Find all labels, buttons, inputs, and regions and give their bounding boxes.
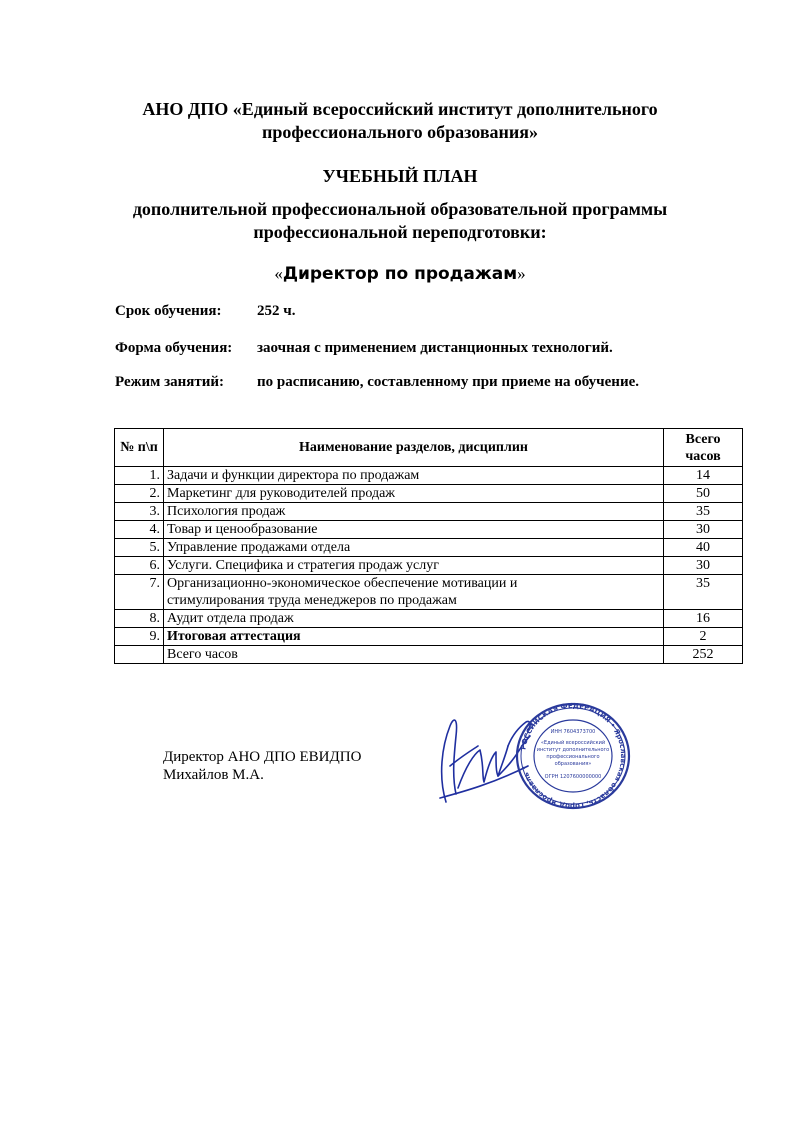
header-hours-line-1: Всего: [685, 431, 721, 447]
table-row: [115, 485, 743, 503]
table-row: [115, 503, 743, 521]
program-name-text: Директор по продажам: [282, 264, 518, 284]
row-hours: 35: [664, 503, 743, 521]
close-quote: »: [517, 264, 526, 283]
document-subtitle: [0, 198, 800, 244]
row-number: 7.: [115, 575, 164, 610]
row-hours: 2: [664, 628, 743, 646]
stamp-line-1: «Единый всероссийский: [540, 740, 606, 746]
org-line-1: АНО ДПО «Единый всероссийский институт дополнительного: [142, 99, 658, 119]
row-number: 5.: [115, 539, 164, 557]
total-number-empty: [115, 646, 164, 664]
row-discipline: Психология продаж: [164, 503, 664, 521]
table-row: [115, 539, 743, 557]
duration-label: Срок обучения:: [115, 303, 222, 319]
row-discipline: Аудит отдела продаж: [164, 610, 664, 628]
open-quote: «: [274, 264, 283, 283]
row-discipline: Управление продажами отдела: [164, 539, 664, 557]
table-row: [115, 575, 743, 610]
row-number: 1.: [115, 467, 164, 485]
org-line-2: профессионального образования»: [261, 122, 539, 142]
row-hours: 50: [664, 485, 743, 503]
stamp-inn: ИНН 7604373700: [550, 729, 596, 735]
row-discipline: Товар и ценообразование: [164, 521, 664, 539]
duration-value: 252 ч.: [257, 303, 296, 319]
form-value: заочная с применением дистанционных технологий.: [257, 340, 613, 356]
row-discipline-line-1: Организационно-экономическое обеспечение мотивации и: [167, 576, 518, 591]
table-header-row: [115, 429, 743, 467]
header-discipline-name: Наименование разделов, дисциплин: [164, 429, 664, 467]
header-hours-line-2: часов: [685, 448, 721, 464]
form-label: Форма обучения:: [115, 340, 233, 356]
signatory-title: Директор АНО ДПО ЕВИДПО: [163, 749, 362, 765]
row-hours: 14: [664, 467, 743, 485]
table-row: [115, 557, 743, 575]
row-hours: 35: [664, 575, 743, 610]
row-discipline-line-2: стимулирования труда менеджеров по продажам: [167, 593, 457, 608]
row-number: 9.: [115, 628, 164, 646]
row-hours: 16: [664, 610, 743, 628]
subtitle-line-1: дополнительной профессиональной образовательной программы: [132, 199, 668, 219]
row-number: 3.: [115, 503, 164, 521]
stamp-ring-text: РОССИЙСКАЯ ФЕДЕРАЦИЯ • Ярославская область, город Ярославль •: [519, 701, 628, 811]
row-discipline: [164, 575, 664, 610]
row-discipline: Маркетинг для руководителей продаж: [164, 485, 664, 503]
organization-stamp: [513, 700, 633, 812]
total-hours: 252: [664, 646, 743, 664]
mode-value: по расписанию, составленному при приеме на обучение.: [257, 374, 639, 390]
program-name: [0, 262, 800, 286]
stamp-line-2: институт дополнительного: [536, 747, 610, 753]
mode-row: [115, 372, 639, 392]
row-discipline: Итоговая аттестация: [164, 628, 664, 646]
table-row: [115, 628, 743, 646]
row-number: 2.: [115, 485, 164, 503]
total-label: Всего часов: [164, 646, 664, 664]
row-number: 4.: [115, 521, 164, 539]
stamp-ogrn: ОГРН 1207600000000: [544, 774, 602, 780]
mode-label: Режим занятий:: [115, 374, 225, 390]
document-title: УЧЕБНЫЙ ПЛАН: [322, 166, 478, 186]
row-discipline: Услуги. Специфика и стратегия продаж услуг: [164, 557, 664, 575]
row-hours: 40: [664, 539, 743, 557]
stamp-line-4: образования»: [554, 761, 592, 767]
signatory-block: [163, 748, 361, 784]
signatory-name: Михайлов М.А.: [163, 767, 264, 783]
stamp-line-3: профессионального: [546, 754, 600, 760]
header-number: № п\п: [115, 429, 164, 467]
table-row: [115, 521, 743, 539]
organization-name: [0, 98, 800, 144]
row-hours: 30: [664, 521, 743, 539]
table-row: [115, 467, 743, 485]
form-row: [115, 338, 613, 358]
row-discipline: Задачи и функции директора по продажам: [164, 467, 664, 485]
header-hours: [664, 429, 743, 467]
duration-row: [115, 301, 295, 321]
row-hours: 30: [664, 557, 743, 575]
subtitle-line-2: профессиональной переподготовки:: [253, 222, 547, 242]
table-row: [115, 610, 743, 628]
row-number: 8.: [115, 610, 164, 628]
table-total-row: [115, 646, 743, 664]
curriculum-table: [114, 428, 743, 664]
row-number: 6.: [115, 557, 164, 575]
